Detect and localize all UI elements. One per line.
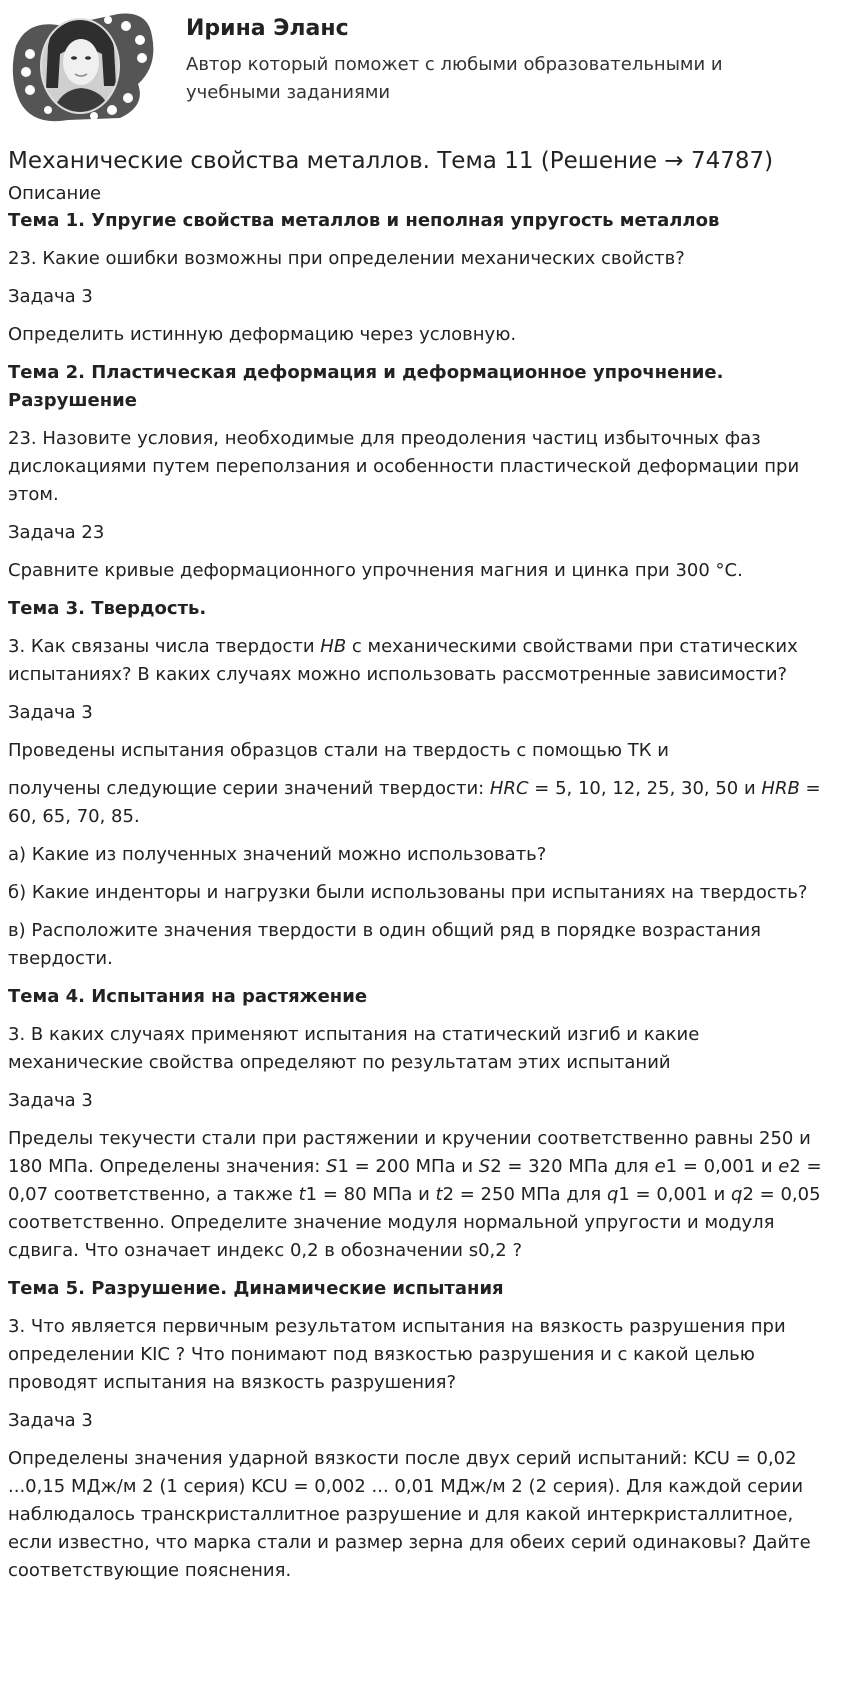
paragraph: Задача 3: [8, 286, 93, 307]
paragraph: в) Расположите значения твердости в один общий ряд в порядке возрастания твердости.: [8, 920, 761, 969]
author-card: [8, 6, 838, 130]
paragraph: 3. В каких случаях применяют испытания на статический изгиб и какие механические свойства определяют по результатам этих испытаний: [8, 1024, 700, 1073]
section-heading: Тема 2. Пластическая деформация и деформационное упрочнение. Разрушение: [8, 362, 724, 411]
page-title: Механические свойства металлов. Тема 11 (Решение → 74787): [8, 148, 774, 174]
paragraph: б) Какие инденторы и нагрузки были использованы при испытаниях на твердость?: [8, 882, 808, 903]
author-name[interactable]: Ирина Эланс: [186, 16, 349, 41]
paragraph: Определены значения ударной вязкости после двух серий испытаний: KCU = 0,02 ...0,15 МДж/м 2 (1 серия) KCU = 0,002 ... 0,01 МДж/м 2 (2 серия). Для каждой серии наблюдалось транскристаллитное разрушение и для какой интеркристаллитное, если известно, что марка стали и размер зерна для обеих серий одинаковы? Дайте соответствующие пояснения.: [8, 1448, 811, 1581]
author-avatar[interactable]: [8, 6, 158, 126]
section-heading: Тема 1. Упругие свойства металлов и неполная упругость металлов: [8, 210, 720, 231]
description-body: [8, 207, 840, 1585]
description-label: Описание: [8, 183, 102, 204]
paragraph: Задача 3: [8, 1090, 93, 1111]
paragraph: Задача 23: [8, 522, 105, 543]
section-heading: Тема 3. Твердость.: [8, 598, 207, 619]
paragraph: 3. Что является первичным результатом испытания на вязкость разрушения при определении KIC ? Что понимают под вязкостью разрушения и с какой целью проводят испытания на вязкость разрушения?: [8, 1316, 786, 1393]
paragraph: получены следующие серии значений твердости: HRC = 5, 10, 12, 25, 30, 50 и HRB = 60, 65, 70, 85.: [8, 778, 821, 827]
paragraph: 23. Какие ошибки возможны при определении механических свойств?: [8, 248, 685, 269]
paragraph: Пределы текучести стали при растяжении и кручении соответственно равны 250 и 180 МПа. Определены значения: S1 = 200 МПа и S2 = 320 МПа для e1 = 0,001 и e2 = 0,07 соответственно, а также t1 = 80 МПа и t2 = 250 МПа для q1 = 0,001 и q2 = 0,05 соответственно. Определите значение модуля нормальной упругости и модуля сдвига. Что означает индекс 0,2 в обозначении s0,2 ?: [8, 1128, 822, 1261]
section-heading: Тема 4. Испытания на растяжение: [8, 986, 368, 1007]
author-description: Автор который поможет с любыми образовательными и учебными заданиями: [186, 54, 723, 103]
paragraph: 23. Назовите условия, необходимые для преодоления частиц избыточных фаз дислокациями путем переползания и особенности пластической деформации при этом.: [8, 428, 800, 505]
paragraph: Сравните кривые деформационного упрочнения магния и цинка при 300 °С.: [8, 560, 743, 581]
main-content: [8, 145, 840, 1585]
section-heading: Тема 5. Разрушение. Динамические испытания: [8, 1278, 504, 1299]
paragraph: Проведены испытания образцов стали на твердость с помощью ТК и: [8, 740, 669, 761]
paragraph: 3. Как связаны числа твердости HB с механическими свойствами при статических испытаниях? В каких случаях можно использовать рассмотренные зависимости?: [8, 636, 798, 685]
paragraph: а) Какие из полученных значений можно использовать?: [8, 844, 547, 865]
paragraph: Задача 3: [8, 702, 93, 723]
paragraph: Определить истинную деформацию через условную.: [8, 324, 517, 345]
paragraph: Задача 3: [8, 1410, 93, 1431]
